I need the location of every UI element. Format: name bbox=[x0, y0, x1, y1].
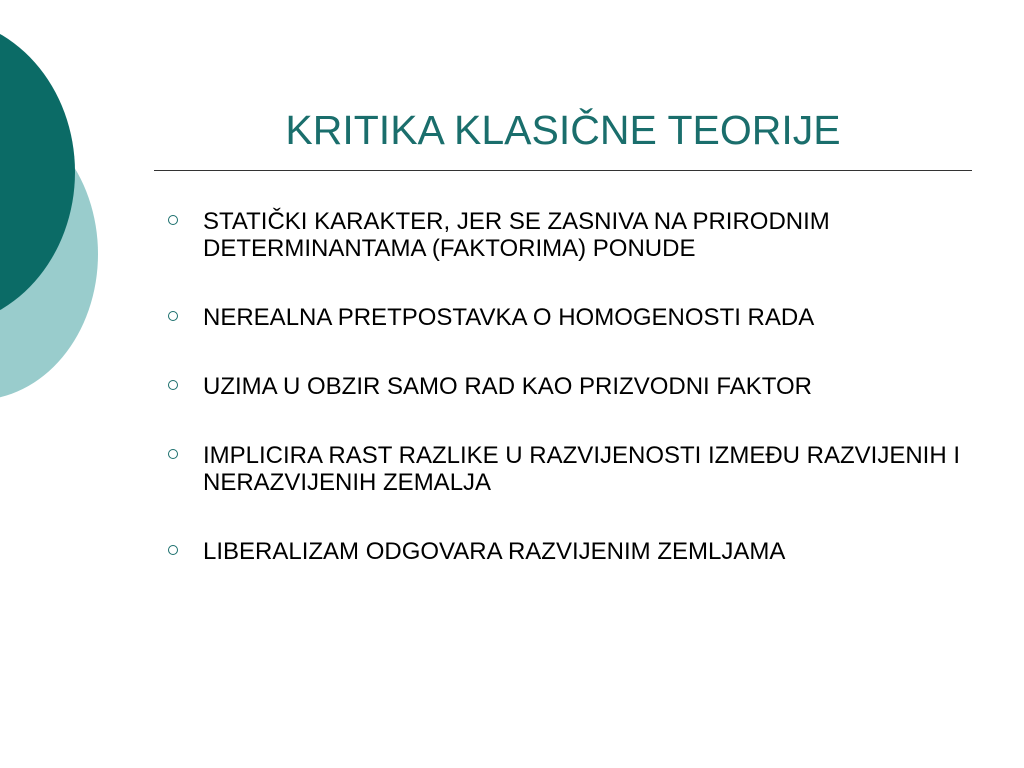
bullet-item bbox=[160, 208, 970, 262]
bullet-text: STATIČKI KARAKTER, JER SE ZASNIVA NA PRIRODNIM DETERMINANTAMA (FAKTORIMA) PONUDE bbox=[203, 208, 830, 262]
bullet-item bbox=[160, 538, 970, 565]
bullet-text: UZIMA U OBZIR SAMO RAD KAO PRIZVODNI FAKTOR bbox=[203, 373, 812, 400]
circle-bullet-icon bbox=[168, 215, 178, 225]
bullet-list bbox=[160, 208, 970, 565]
bullet-item bbox=[160, 442, 970, 496]
circle-bullet-icon bbox=[168, 449, 178, 459]
bullet-item bbox=[160, 304, 970, 331]
bullet-text: NEREALNA PRETPOSTAVKA O HOMOGENOSTI RADA bbox=[203, 304, 815, 331]
circle-bullet-icon bbox=[168, 311, 178, 321]
bullet-text: IMPLICIRA RAST RAZLIKE U RAZVIJENOSTI IZMEĐU RAZVIJENIH I NERAZVIJENIH ZEMALJA bbox=[203, 442, 961, 496]
bullet-item bbox=[160, 373, 970, 400]
title-divider bbox=[154, 170, 972, 171]
slide-title: KRITIKA KLASIČNE TEORIJE bbox=[285, 107, 841, 153]
circle-bullet-icon bbox=[168, 380, 178, 390]
circle-bullet-icon bbox=[168, 545, 178, 555]
bullet-text: LIBERALIZAM ODGOVARA RAZVIJENIM ZEMLJAMA bbox=[203, 538, 786, 565]
